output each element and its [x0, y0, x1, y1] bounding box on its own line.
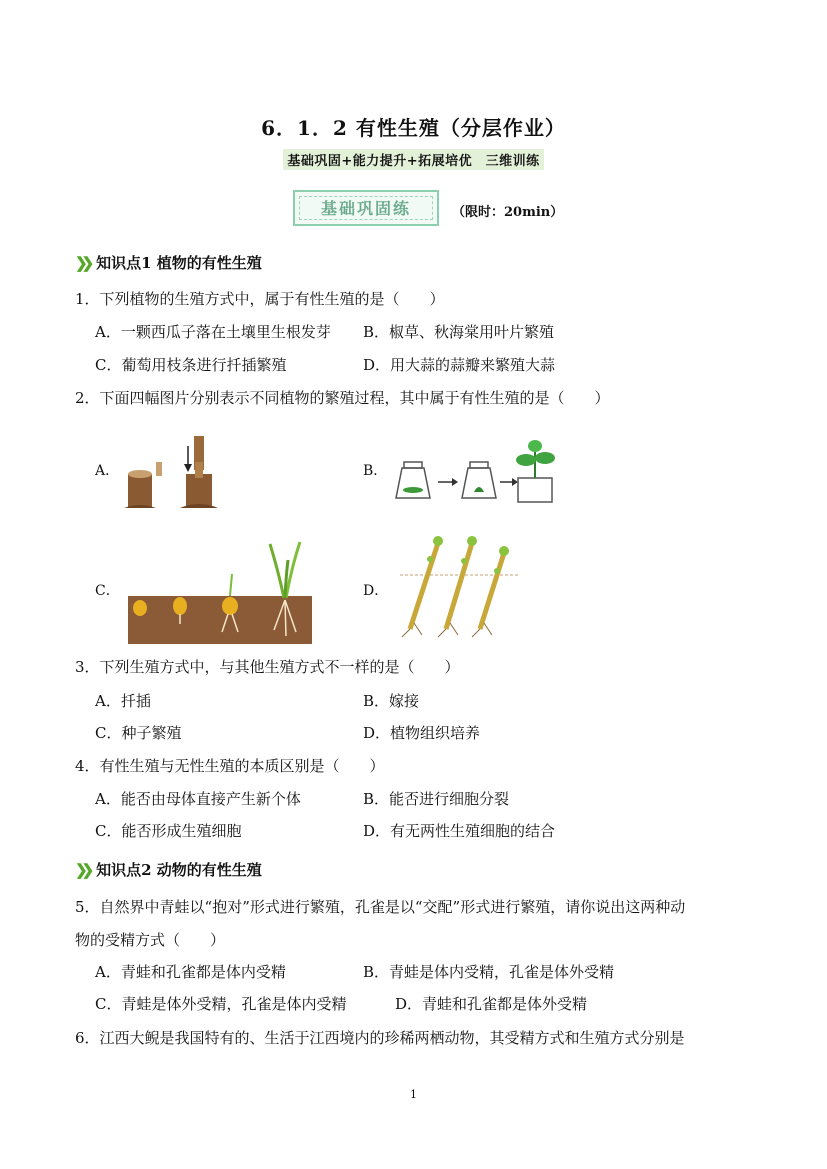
- q4-option-d: D．有无两性生殖细胞的结合: [363, 822, 556, 840]
- q4-option-b: B．能否进行细胞分裂: [363, 790, 510, 808]
- level-badge-label: 基础巩固练: [299, 196, 433, 220]
- q1-option-b: B．椒草、秋海棠用叶片繁殖: [363, 323, 555, 341]
- q2-label-c: C．: [95, 583, 120, 599]
- grafting-illustration: [122, 432, 232, 512]
- tissue-culture-illustration: [388, 438, 558, 504]
- page-number: 1: [410, 1088, 417, 1101]
- question-2: 2．下面四幅图片分别表示不同植物的繁殖过程，其中属于有性生殖的是（ ）: [75, 389, 610, 407]
- question-6: 6．江西大鲵是我国特有的、生活于江西境内的珍稀两栖动物，其受精方式和生殖方式分别是: [75, 1029, 685, 1047]
- question-1: 1．下列植物的生殖方式中，属于有性生殖的是（ ）: [75, 290, 445, 308]
- q3-option-a: A．扦插: [95, 692, 151, 710]
- q3-option-d: D．植物组织培养: [363, 724, 481, 742]
- q5-option-a: A．青蛙和孔雀都是体内受精: [95, 963, 286, 981]
- double-chevron-icon: ❯❯: [75, 254, 89, 272]
- q3-option-c: C．种子繁殖: [95, 724, 182, 742]
- question-3: 3．下列生殖方式中，与其他生殖方式不一样的是（ ）: [75, 658, 460, 676]
- section-heading-1: [75, 252, 262, 273]
- q4-option-a: A．能否由母体直接产生新个体: [95, 790, 301, 808]
- q1-option-d: D．用大蒜的蒜瓣来繁殖大蒜: [363, 356, 556, 374]
- double-chevron-icon: ❯❯: [75, 861, 89, 879]
- section-heading-text: 知识点2 动物的有性生殖: [96, 861, 262, 879]
- question-5-line-2: 物的受精方式（ ）: [75, 931, 226, 949]
- time-limit: （限时：20min）: [452, 205, 564, 220]
- q2-label-d: D．: [363, 583, 389, 599]
- q3-option-b: B．嫁接: [363, 692, 420, 710]
- level-badge: [293, 190, 439, 226]
- q4-option-c: C．能否形成生殖细胞: [95, 822, 242, 840]
- cuttings-illustration: [400, 533, 520, 639]
- q2-label-b: B．: [363, 463, 388, 479]
- q1-option-c: C．葡萄用枝条进行扦插繁殖: [95, 356, 287, 374]
- subtitle-wrap: [0, 149, 827, 170]
- q1-option-a: A．一颗西瓜子落在土壤里生根发芽: [95, 323, 331, 341]
- question-5-line-1: 5．自然界中青蛙以“抱对”形式进行繁殖，孔雀是以“交配”形式进行繁殖，请你说出这两种动: [75, 898, 686, 916]
- section-heading-2: [75, 859, 262, 880]
- q5-option-b: B．青蛙是体内受精，孔雀是体外受精: [363, 963, 615, 981]
- q5-option-c: C．青蛙是体外受精，孔雀是体内受精: [95, 995, 347, 1013]
- q2-label-a: A．: [95, 463, 120, 479]
- q5-option-d: D．青蛙和孔雀都是体外受精: [395, 995, 588, 1013]
- question-4: 4．有性生殖与无性生殖的本质区别是（ ）: [75, 757, 385, 775]
- page-subtitle: 基础巩固+能力提升+拓展培优 三维训练: [283, 149, 543, 170]
- page-title: 6．1．2 有性生殖（分层作业）: [261, 116, 566, 140]
- seed-germination-illustration: [128, 540, 312, 644]
- section-heading-text: 知识点1 植物的有性生殖: [96, 254, 262, 272]
